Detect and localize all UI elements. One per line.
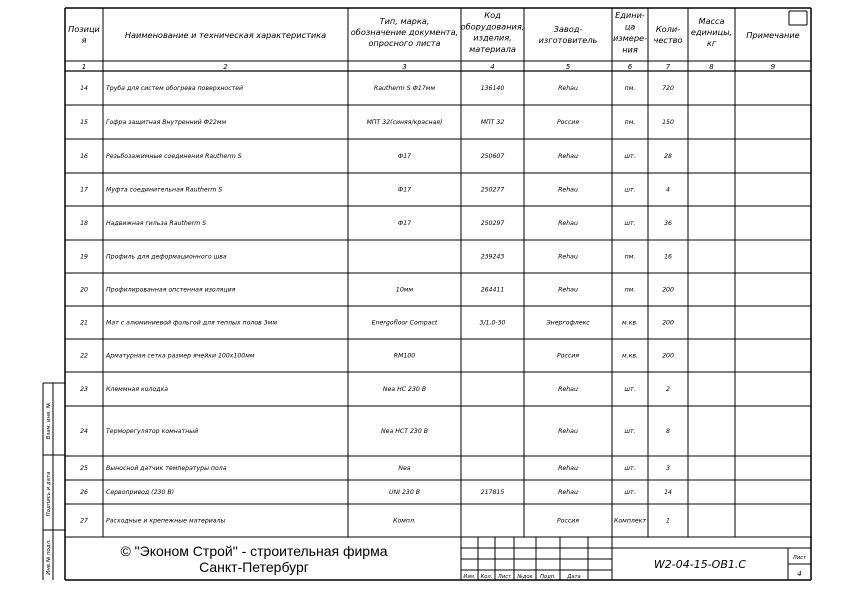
row-maker: Россия	[556, 517, 580, 525]
row-name: Выносной датчик температуры пола	[106, 465, 227, 472]
header-col8: кг	[706, 38, 717, 48]
row-name: Клеммная колодка	[106, 386, 169, 393]
column-number: 6	[627, 63, 633, 71]
column-number: 9	[770, 63, 776, 71]
header-col6: ца	[624, 21, 636, 32]
row-maker: Rehau	[558, 85, 578, 92]
header-col2: Наименование и техническая характеристика	[124, 30, 327, 40]
row-unit: шт.	[624, 489, 636, 496]
header-col4: оборудования,	[460, 21, 525, 32]
row-quantity: 200	[662, 286, 674, 294]
row-name: Арматурная сетка размер ячейки 100х100мм	[106, 352, 255, 360]
header-col7: чество	[653, 35, 683, 45]
row-name: Надвижная гильза Rautherm S	[106, 220, 207, 227]
row-unit: пм.	[624, 286, 636, 294]
column-number: 2	[223, 63, 228, 71]
row-maker: Rehau	[558, 489, 578, 496]
header-col3: опросного листа	[368, 38, 441, 48]
header-col8: Масса	[698, 16, 725, 26]
row-maker: Rehau	[558, 428, 578, 435]
row-unit: шт.	[624, 465, 636, 472]
row-type: Ф17	[397, 153, 412, 160]
row-quantity: 720	[662, 85, 674, 92]
header-col5: изготовитель	[538, 35, 598, 45]
header-col1: я	[81, 35, 87, 45]
row-quantity: 4	[666, 186, 670, 194]
row-position: 21	[80, 319, 88, 327]
row-maker: Rehau	[558, 465, 578, 472]
row-unit: шт.	[624, 220, 636, 227]
row-maker: Rehau	[558, 253, 578, 261]
header-col3: обозначение документа,	[350, 27, 459, 37]
row-maker: Россия	[556, 352, 580, 360]
row-quantity: 8	[666, 428, 670, 435]
title-block-label: №док	[517, 574, 533, 580]
row-type: 10мм	[395, 286, 414, 294]
row-position: 16	[80, 153, 88, 160]
row-quantity: 200	[662, 319, 674, 327]
header-col6: измере-	[612, 33, 648, 43]
copyright-line: © "Эконом Строй" - строительная фирма	[120, 543, 388, 559]
row-code: 239243	[480, 253, 505, 261]
row-name: Расходные и крепежные материалы	[106, 517, 226, 525]
column-number: 1	[81, 63, 87, 71]
title-block-label: Лист	[497, 574, 512, 580]
row-code: МПТ 32	[480, 119, 505, 126]
row-maker: Rehau	[558, 386, 578, 393]
side-stamp-label: Взам. инв. №	[46, 402, 52, 440]
row-name: Труба для систем обогрева поверхностей	[106, 85, 244, 92]
row-position: 26	[80, 489, 88, 496]
sheet-label: Лист	[792, 555, 807, 561]
row-quantity: 150	[662, 119, 674, 126]
row-unit: шт.	[624, 186, 636, 194]
title-block-label: Подп.	[540, 574, 556, 580]
row-name: Гофра защитная Внутренний Ф22мм	[106, 119, 227, 126]
row-position: 17	[80, 186, 88, 194]
row-type: RM100	[393, 352, 416, 360]
row-type: Energofloor Compact	[371, 319, 438, 327]
row-name: Мат с алюминиевой фольгой для теплых полов 3мм	[106, 319, 278, 327]
row-type: Ф17	[397, 186, 412, 194]
header-col9: Примечание	[746, 30, 800, 40]
row-maker: Rehau	[558, 153, 578, 160]
row-position: 24	[80, 428, 88, 435]
row-type: Rautherm S Ф17мм	[373, 85, 436, 92]
row-unit: пм.	[624, 85, 636, 92]
row-quantity: 16	[664, 253, 672, 261]
table-text	[46, 10, 807, 580]
header-col6: ния	[622, 44, 638, 55]
header-col7: Коли-	[655, 24, 681, 34]
row-maker: Rehau	[558, 186, 578, 194]
row-position: 19	[80, 253, 88, 261]
row-position: 22	[80, 352, 88, 360]
row-unit: пм.	[624, 119, 636, 126]
row-name: Резьбозажимные соединения Rautherm S	[106, 153, 242, 160]
document-code: W2-04-15-ОВ1.С	[653, 558, 747, 571]
row-maker: Энергофлекс	[546, 319, 590, 327]
header-col4: материала	[469, 43, 516, 54]
row-name: Профиль для деформационного шва	[106, 253, 227, 261]
row-code: 250607	[480, 153, 505, 160]
row-unit: шт.	[624, 153, 636, 160]
header-col1: Позици	[68, 24, 100, 34]
row-unit: м.кв.	[622, 319, 638, 327]
column-number: 8	[709, 63, 714, 71]
row-name: Муфта соединительная Rautherm S	[106, 186, 223, 194]
row-type: UNI 230 B	[389, 489, 420, 496]
row-position: 18	[80, 220, 88, 227]
side-stamp-label: Подпись и дата	[46, 471, 52, 517]
header-col3: Тип, марка,	[379, 16, 430, 26]
header-col6: Едини-	[615, 10, 645, 20]
header-col4: изделия,	[473, 32, 512, 43]
row-code: 3/1,0-30	[479, 319, 506, 327]
column-number: 5	[565, 63, 571, 71]
row-quantity: 36	[664, 220, 672, 227]
row-type: МПТ 32(синяя/красная)	[366, 119, 443, 126]
row-position: 20	[80, 286, 88, 294]
row-type: Nea HCT 230 B	[381, 428, 428, 435]
header-col4: Код	[484, 10, 501, 20]
row-quantity: 14	[664, 489, 672, 496]
row-type: Ф17	[397, 220, 412, 227]
header-col8: единицы,	[690, 27, 733, 37]
row-position: 27	[80, 517, 88, 525]
row-name: Терморегулятор комнатный	[106, 428, 199, 435]
row-code: 250277	[480, 186, 505, 194]
row-type: Компл.	[393, 517, 416, 525]
row-code: 250297	[480, 220, 505, 227]
column-number: 7	[665, 63, 671, 71]
column-number: 3	[402, 63, 407, 71]
sheet-number: 4	[797, 570, 802, 578]
row-unit: пм.	[624, 253, 636, 261]
title-block-label: Дата	[567, 574, 581, 580]
row-type: Nea	[398, 465, 411, 472]
row-code: 217815	[480, 489, 505, 496]
row-position: 25	[80, 465, 88, 472]
row-code: 136140	[480, 85, 505, 92]
row-position: 23	[80, 386, 88, 393]
header-col5: Завод-	[553, 24, 583, 34]
row-quantity: 3	[666, 465, 670, 472]
row-code: 264411	[480, 286, 505, 294]
row-position: 15	[80, 119, 88, 126]
title-block-label: Кол.	[480, 574, 493, 580]
row-maker: Rehau	[558, 286, 578, 294]
row-quantity: 1	[666, 517, 670, 525]
side-stamp-label: Инв.№ подл.	[46, 539, 52, 575]
row-unit: шт.	[624, 386, 636, 393]
row-position: 14	[80, 85, 88, 92]
row-unit: шт.	[624, 428, 636, 435]
row-maker: Россия	[556, 119, 580, 126]
row-name: Сервопривод (230 В)	[106, 489, 175, 496]
row-quantity: 28	[664, 153, 672, 160]
title-block-label: Изм.	[463, 574, 476, 580]
row-unit: Комплект	[614, 517, 646, 525]
row-maker: Rehau	[558, 220, 578, 227]
row-quantity: 200	[662, 352, 674, 360]
column-number: 4	[490, 63, 495, 71]
row-type: Nea HC 230 B	[382, 386, 427, 393]
row-name: Профилированная опстенная изоляция	[106, 286, 236, 294]
copyright-city: Санкт-Петербург	[199, 559, 309, 575]
row-quantity: 2	[666, 386, 670, 393]
row-unit: м.кв.	[622, 352, 638, 360]
